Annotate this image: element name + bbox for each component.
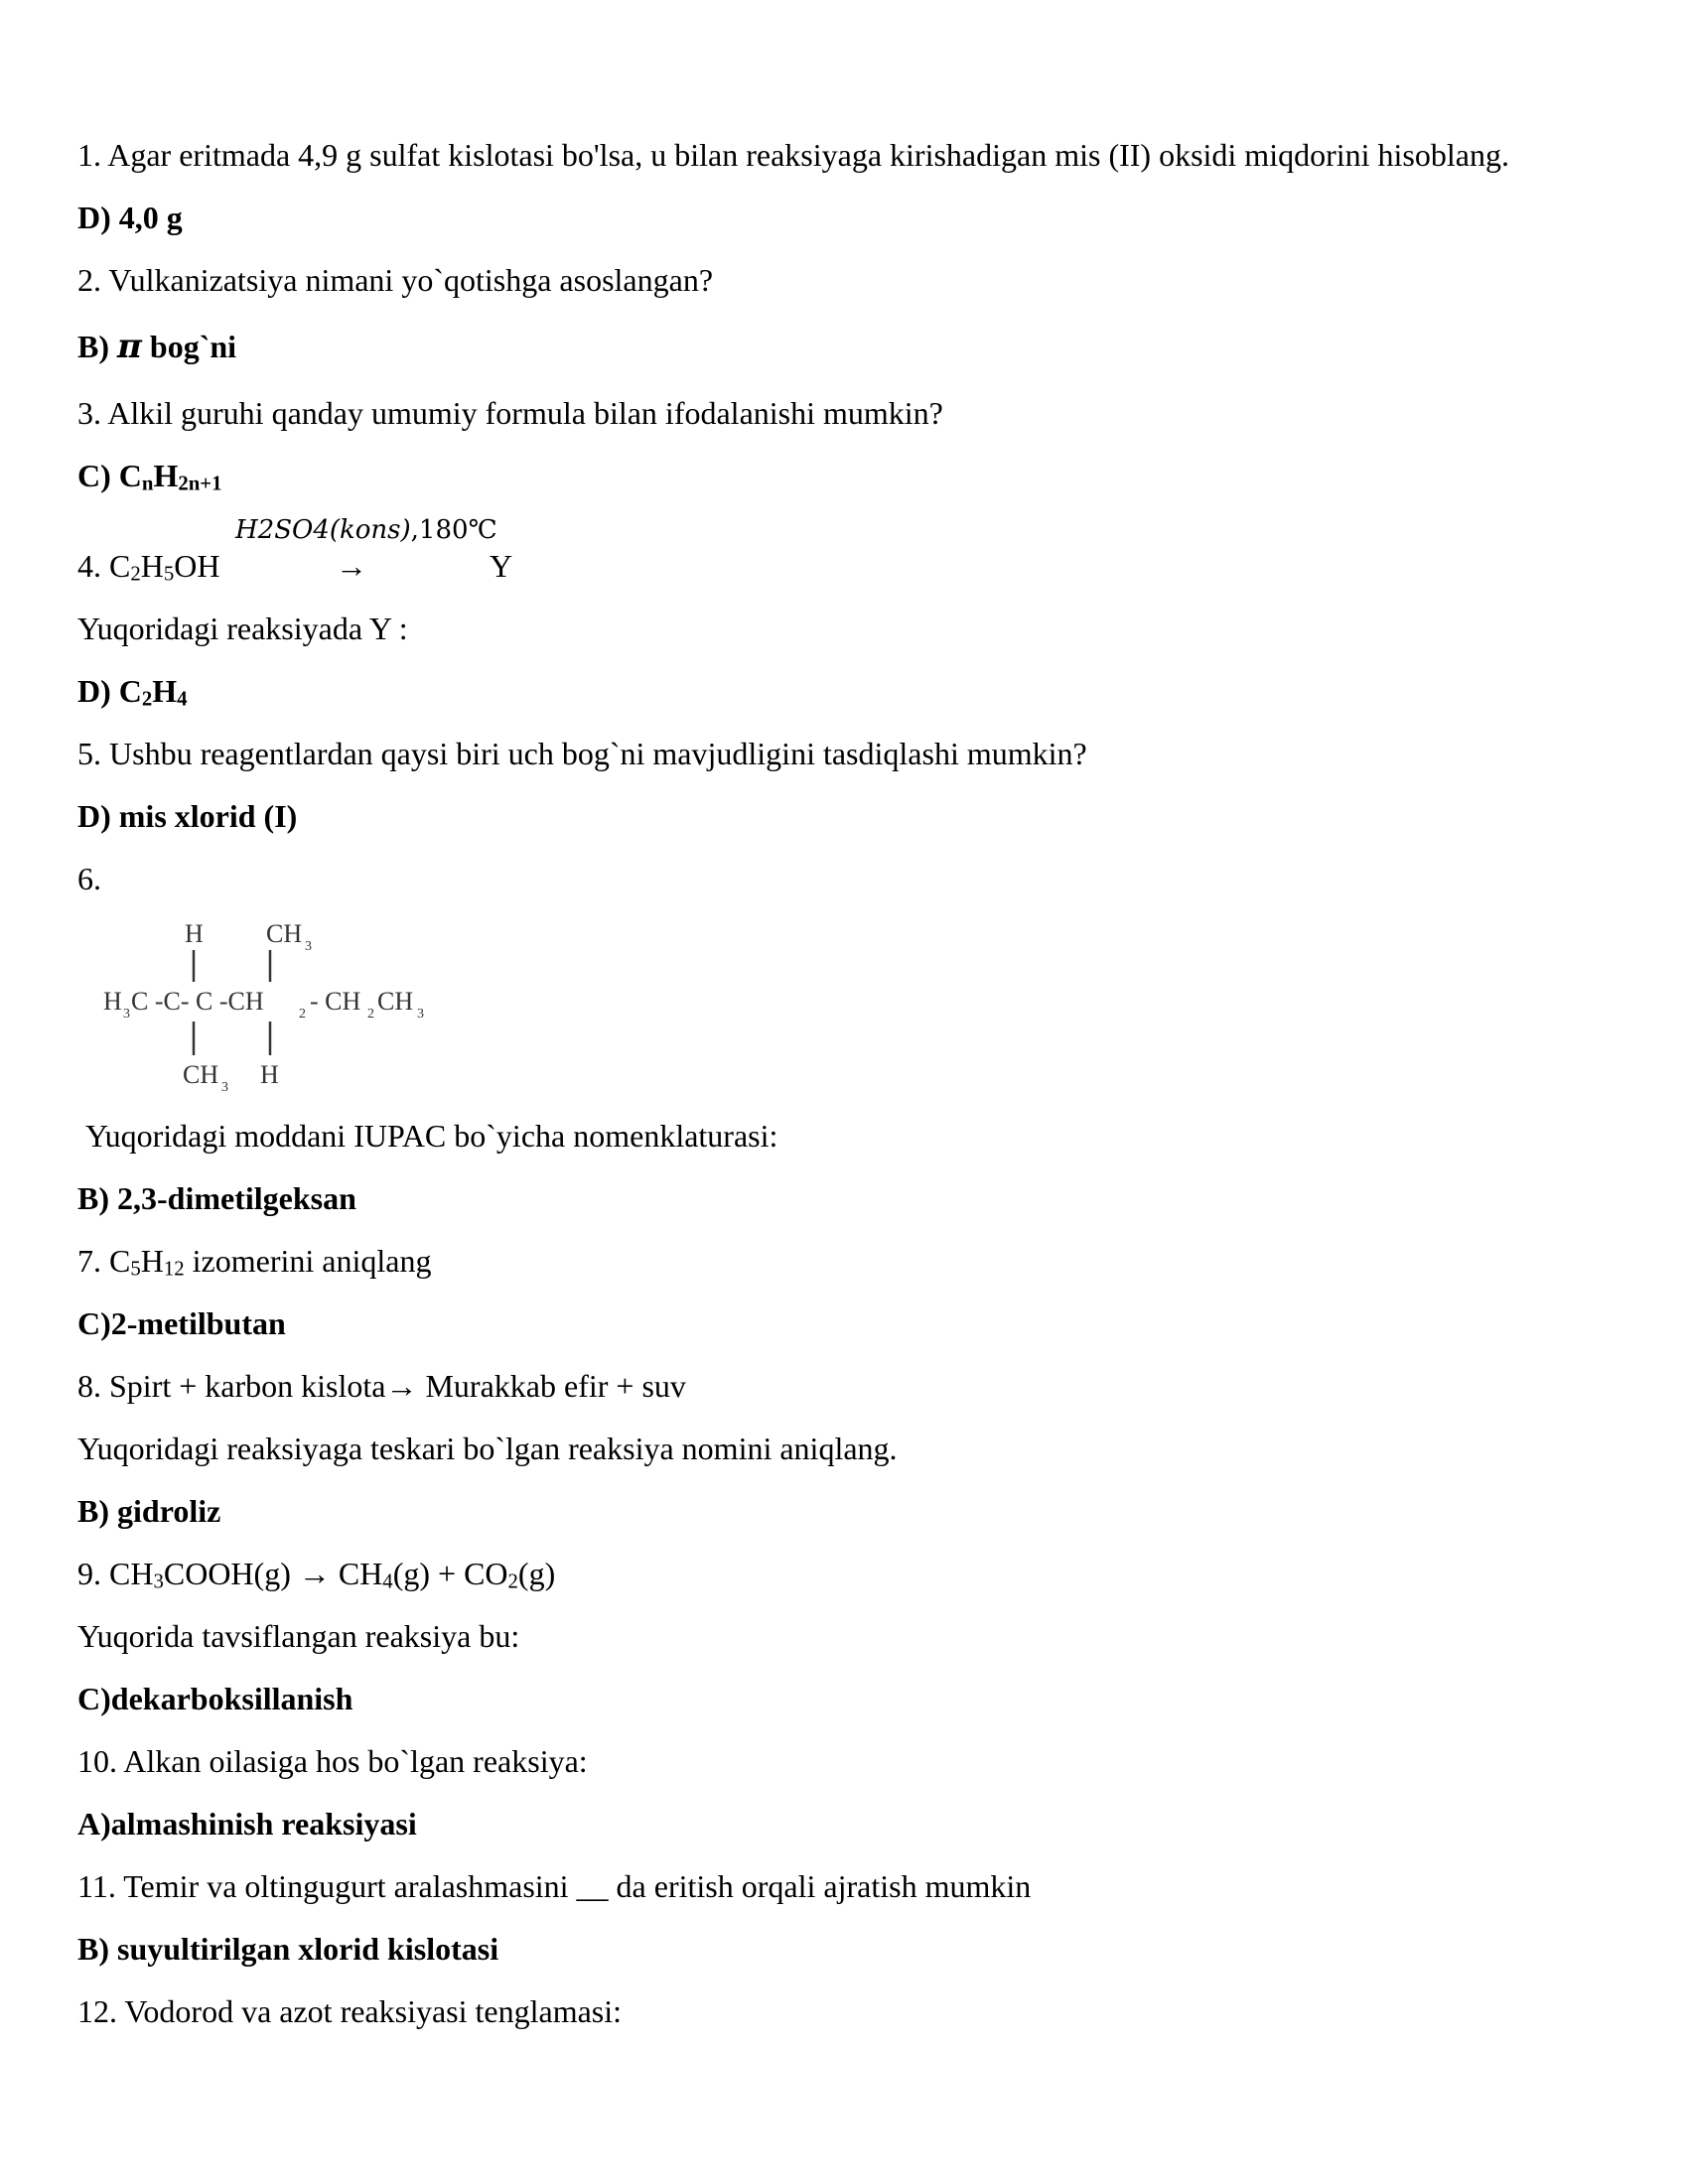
struct-main-h: H: [103, 987, 122, 1016]
q9-s2: 4: [382, 1570, 393, 1593]
structural-formula: [99, 918, 457, 1097]
answer-4-sub-4: 4: [177, 687, 188, 711]
struct-tail2: CH: [377, 987, 414, 1016]
struct-tail1-sub: 2: [367, 1007, 374, 1022]
q9-p4: (g): [517, 1556, 556, 1591]
answer-6: B) 2,3-dimetilgeksan: [77, 1180, 356, 1216]
struct-h-top: H: [185, 919, 204, 948]
question-8-text: Yuqoridagi reaksiyaga teskari bo`lgan reaksiya nomini aniqlang.: [77, 1431, 898, 1466]
answer-1: D) 4,0 g: [77, 200, 183, 235]
answer-11: B) suyultirilgan xlorid kislotasi: [77, 1931, 499, 1967]
question-6-text: Yuqoridagi moddani IUPAC bo`yicha nomenklaturasi:: [85, 1118, 778, 1154]
q7-suffix: izomerini aniqlang: [184, 1243, 432, 1279]
reaction-condition: [235, 515, 497, 545]
answer-3-h: H: [153, 458, 179, 493]
struct-h-bottom: H: [260, 1060, 279, 1089]
answer-3: [77, 456, 222, 495]
q7-h: H: [140, 1243, 164, 1279]
question-3: 3. Alkil guruhi qanday umumiy formula bilan ifodalanishi mumkin?: [77, 395, 943, 431]
question-2: 2. Vulkanizatsiya nimani yo`qotishga asoslangan?: [77, 262, 714, 298]
question-4-text: Yuqoridagi reaksiyada Y :: [77, 611, 408, 646]
q9-p3: (g) + CO: [392, 1556, 508, 1591]
q7-prefix: 7. C: [77, 1243, 131, 1279]
condition-temp: ,180℃: [410, 515, 497, 545]
answer-2-rest: bog`ni: [149, 329, 237, 364]
q9-p1: 9. CH: [77, 1556, 154, 1591]
answer-5: D) mis xlorid (I): [77, 798, 298, 834]
struct-ch-top: CH: [266, 919, 303, 948]
q4-sub-2: 2: [130, 562, 141, 586]
struct-ch-bottom: CH: [183, 1060, 219, 1089]
struct-ch-top-sub: 3: [305, 939, 312, 954]
q9-p2: COOH(g) → CH: [163, 1556, 383, 1591]
answer-3-sub-n: n: [141, 472, 154, 495]
answer-7: C)2-metilbutan: [77, 1305, 286, 1341]
question-10: 10. Alkan oilasiga hos bo`lgan reaksiya:: [77, 1743, 588, 1779]
question-11: 11. Temir va oltingugurt aralashmasini __ da eritish orqali ajratish mumkin: [77, 1868, 1032, 1904]
question-9-text: Yuqorida tavsiflangan reaksiya bu:: [77, 1618, 520, 1654]
q9-s1: 3: [153, 1570, 164, 1593]
q4-h: H: [140, 548, 164, 584]
answer-4-h: H: [152, 673, 178, 709]
answer-10: A)almashinish reaksiyasi: [77, 1806, 417, 1842]
question-1: 1. Agar eritmada 4,9 g sulfat kislotasi bo'lsa, u bilan reaksiyaga kirishadigan mis (II) oksidi miqdorini hisoblang.: [77, 137, 1509, 173]
condition-reagent: H2SO4(kons): [235, 515, 411, 545]
q4-prefix: 4. C: [77, 548, 131, 584]
answer-3-sub-2n1: 2n+1: [178, 472, 222, 495]
answer-4-sub-2: 2: [141, 687, 153, 711]
q4-oh: OH: [174, 548, 220, 584]
answer-2: [77, 327, 236, 366]
struct-main-ch-sub: 2: [299, 1007, 306, 1022]
question-9: [77, 1554, 555, 1593]
struct-tail1: - CH: [310, 987, 361, 1016]
question-4: [77, 546, 219, 586]
answer-4-prefix: D) C: [77, 673, 142, 709]
answer-8: B) gidroliz: [77, 1493, 221, 1529]
q9-s3: 2: [507, 1570, 518, 1593]
question-6-label: 6.: [77, 861, 101, 896]
question-8: 8. Spirt + karbon kislota→ Murakkab efir + suv: [77, 1368, 686, 1404]
struct-main-chain: C -C- C -CH: [131, 987, 264, 1016]
q4-sub-5: 5: [163, 562, 175, 586]
answer-2-prefix: B): [77, 329, 109, 364]
question-5: 5. Ushbu reagentlardan qaysi biri uch bog`ni mavjudligini tasdiqlashi mumkin?: [77, 736, 1087, 771]
pi-symbol: π: [117, 327, 142, 366]
struct-ch-bottom-sub: 3: [221, 1080, 228, 1095]
question-12: 12. Vodorod va azot reaksiyasi tenglamasi:: [77, 1993, 623, 2029]
answer-9: C)dekarboksillanish: [77, 1681, 353, 1716]
reaction-product: Y: [490, 548, 513, 584]
question-7: [77, 1241, 431, 1281]
answer-3-prefix: C) C: [77, 458, 142, 493]
struct-tail2-sub: 3: [417, 1007, 424, 1022]
answer-4: [77, 671, 188, 711]
q7-sub-12: 12: [163, 1257, 185, 1281]
struct-main-h-sub: 3: [123, 1007, 130, 1022]
q7-sub-5: 5: [130, 1257, 141, 1281]
reaction-arrow: →: [336, 548, 367, 584]
